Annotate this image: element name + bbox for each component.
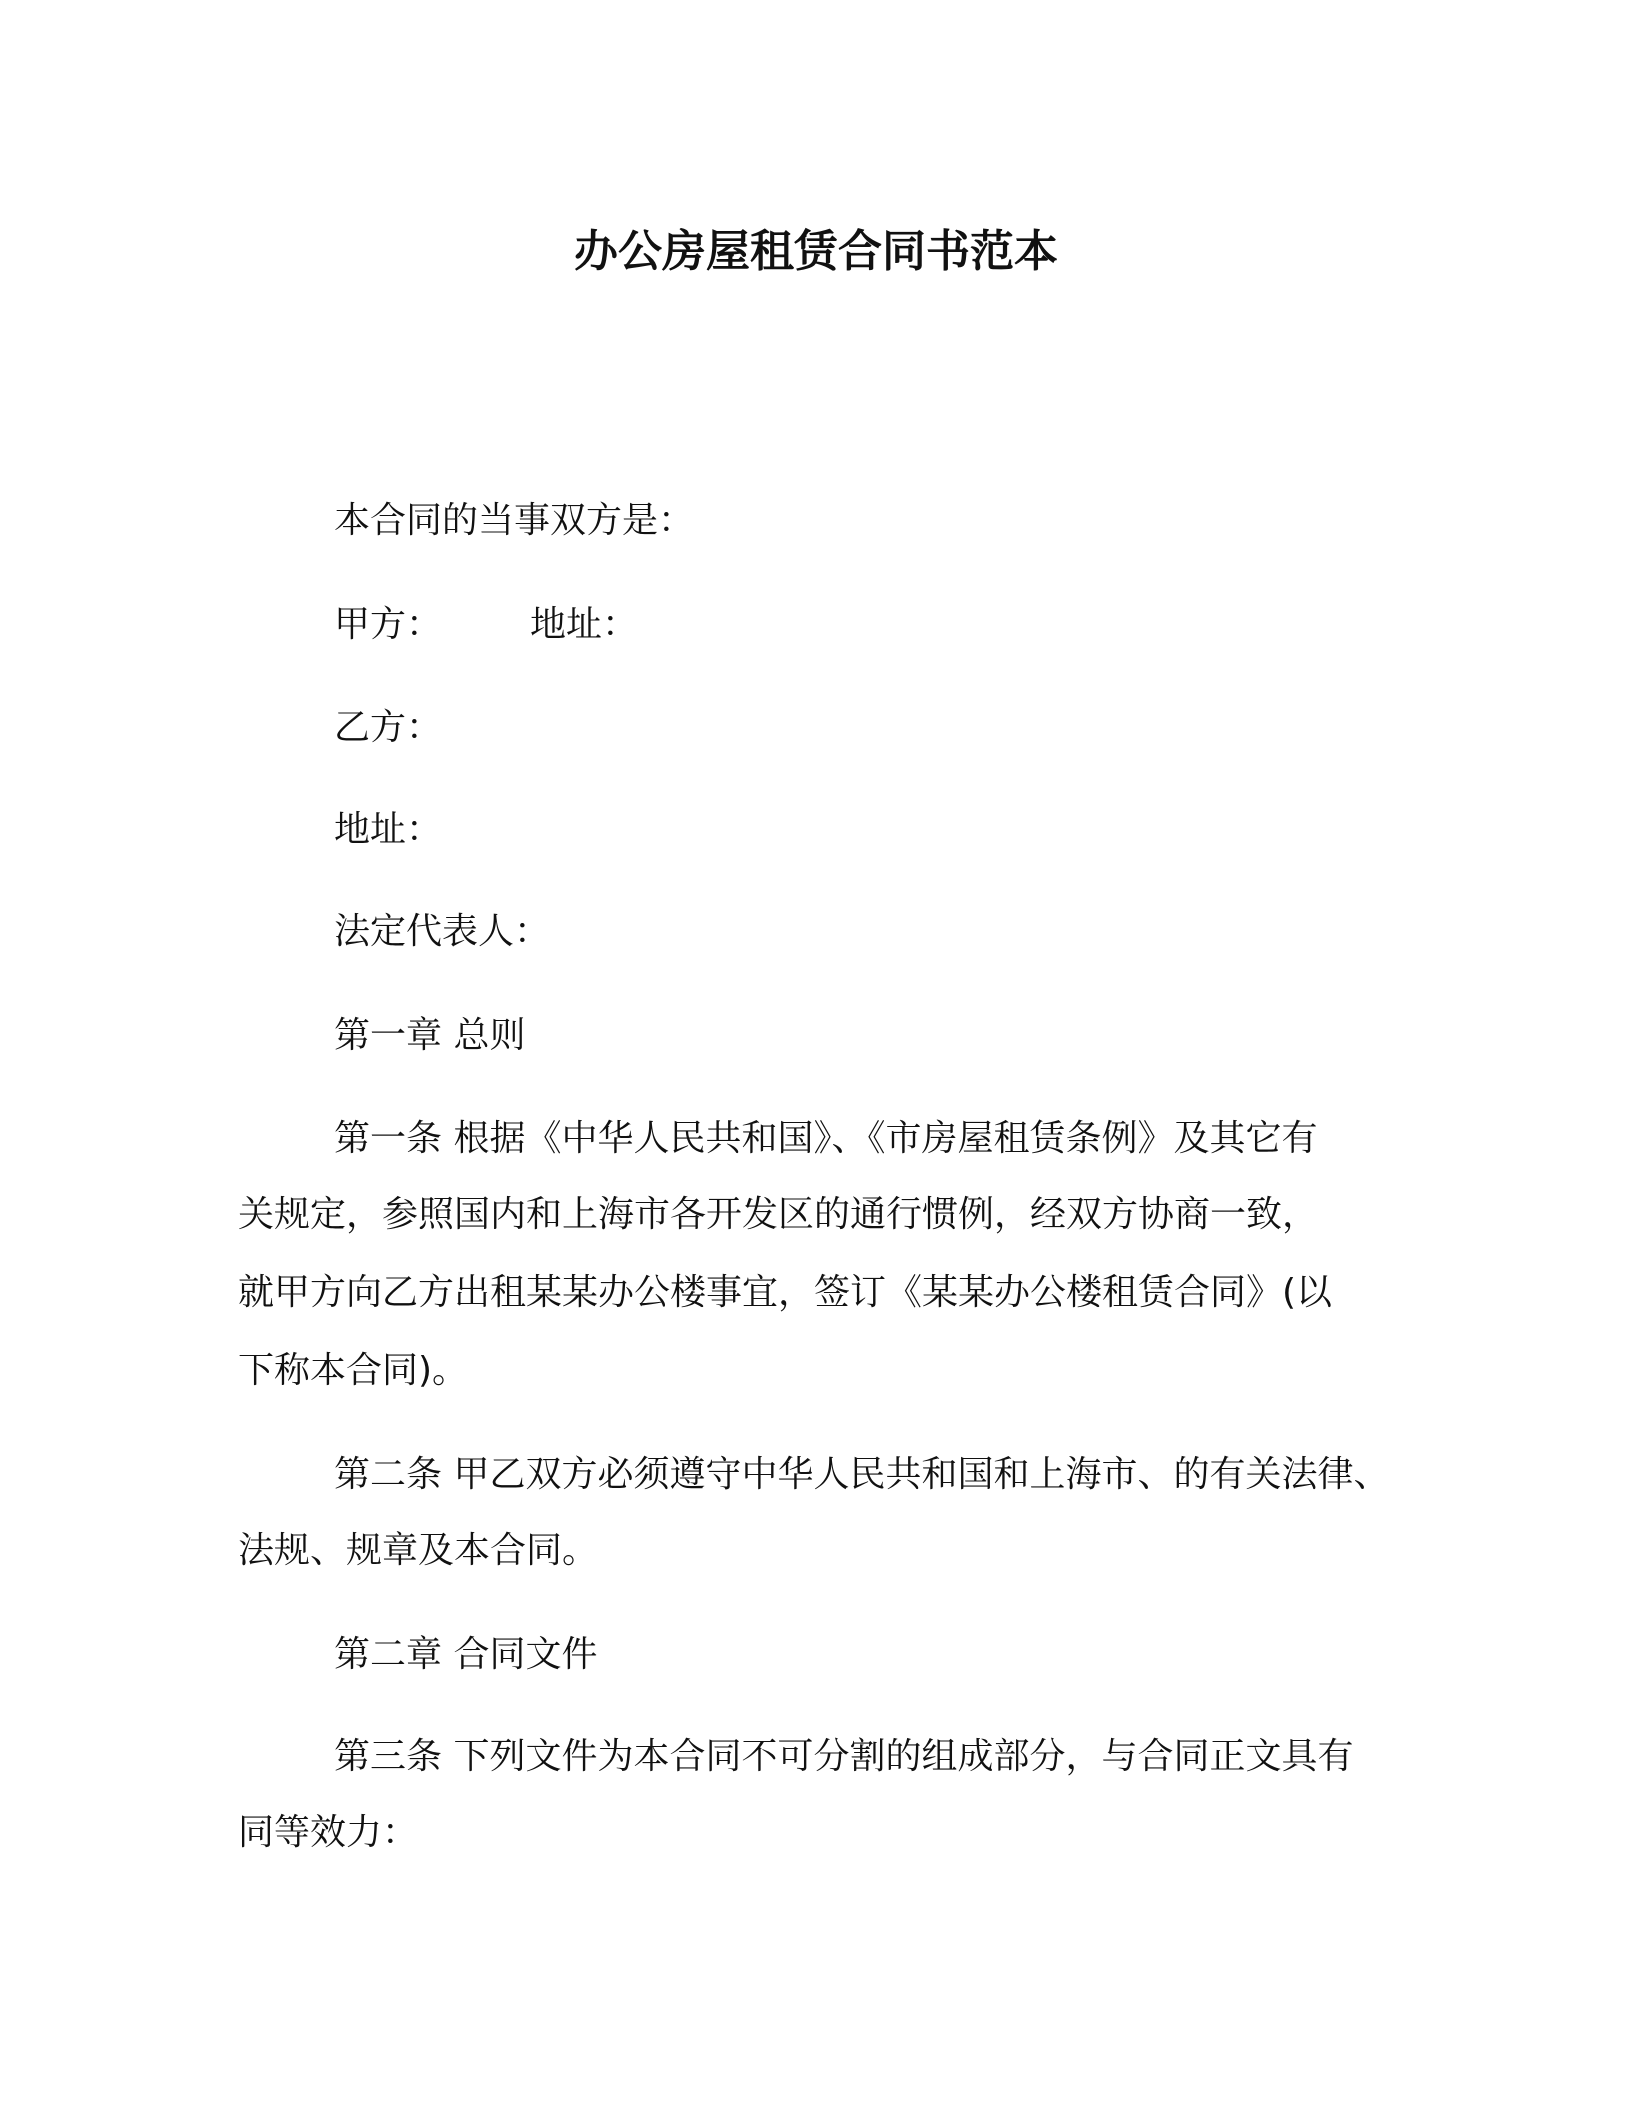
article-1-line-4: 下称本合同)。	[238, 1350, 469, 1391]
parties-intro: 本合同的当事双方是：	[334, 500, 695, 541]
article-1-line-1: 第一条 根据《中华人民共和国》、《市房屋租赁条例》及其它有	[334, 1118, 1318, 1159]
article-1-line-3: 就甲方向乙方出租某某办公楼事宜，签订《某某办公楼租赁合同》(以	[238, 1272, 1333, 1313]
article-2-line-1: 第二条 甲乙双方必须遵守中华人民共和国和上海市、的有关法律、	[334, 1454, 1390, 1495]
party-b-label: 乙方：	[334, 707, 443, 748]
chapter-2-heading: 第二章 合同文件	[334, 1634, 598, 1675]
document-title: 办公房屋租赁合同书范本	[574, 226, 1058, 277]
party-b-address-label: 地址：	[334, 809, 443, 850]
chapter-1-heading: 第一章 总则	[334, 1015, 526, 1056]
party-a-address-label: 地址：	[530, 604, 639, 645]
legal-rep-label: 法定代表人：	[334, 911, 551, 952]
party-a-row	[334, 600, 638, 650]
article-2-line-2: 法规、规章及本合同。	[238, 1530, 599, 1571]
article-3-line-2: 同等效力：	[238, 1812, 419, 1853]
article-3-line-1: 第三条 下列文件为本合同不可分割的组成部分，与合同正文具有	[334, 1736, 1354, 1777]
party-a-label: 甲方：	[334, 604, 443, 645]
article-1-line-2: 关规定，参照国内和上海市各开发区的通行惯例，经双方协商一致，	[238, 1194, 1319, 1235]
